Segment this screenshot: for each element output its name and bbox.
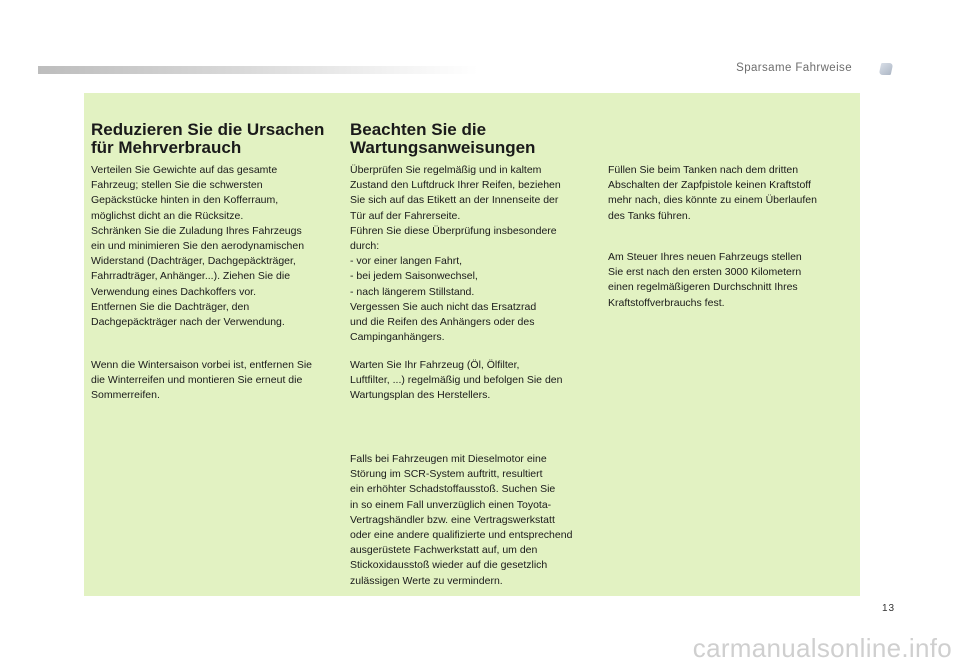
paragraph-new-vehicle: Am Steuer Ihres neuen Fahrzeugs stellen Sie erst nach den ersten 3000 Kilometern einen regelmäßigeren Durchschnitt Ihres Kraftstoffverbrauchs fest. [608, 251, 802, 309]
heading-maintenance: Beachten Sie die Wartungsanweisungen [350, 120, 536, 157]
paragraph-tyre-pressure: Überprüfen Sie regelmäßig und in kaltem Zustand den Luftdruck Ihrer Reifen, beziehen Sie sich auf das Etikett an der Innenseite der Tür auf der Fahrerseite. Führen Sie diese Überprüfung insbesondere durch: - vor einer langen Fahrt, - bei jedem Saisonwechsel, - nach längerem Stillstand. Vergessen Sie auch nicht das Ersatzrad und die Reifen des Anhängers oder des Campinganhängers. [350, 164, 561, 344]
page-number: 13 [882, 603, 896, 614]
content-panel [84, 93, 860, 596]
paragraph-weight-distribution: Verteilen Sie Gewichte auf das gesamte Fahrzeug; stellen Sie die schwersten Gepäckstücke hinten in den Kofferraum, möglichst dicht an die Rücksitze. Schränken Sie die Zuladung Ihres Fahrzeugs ein und minimieren Sie den aerodynamischen Widerstand (Dachträger, Dachgepäckträger, Fahrradträger, Anhänger...). Ziehen Sie die Verwendung eines Dachkoffers vor. Entfernen Sie die Dachträger, den Dachgepäckträger nach der Verwendung. [91, 164, 305, 329]
watermark-text: carmanualsonline.info [692, 633, 952, 663]
heading-reduce-consumption: Reduzieren Sie die Ursachen für Mehrverbrauch [91, 120, 325, 157]
paragraph-scr-system: Falls bei Fahrzeugen mit Dieselmotor eine Störung im SCR-System auftritt, resultiert ein erhöhter Schadstoffausstoß. Suchen Sie in so einem Fall unverzüglich einen Toyota- Vertragshändler bzw. eine Vertragswerkstatt oder eine andere qualifizierte und entsprechend ausgerüstete Fachwerkstatt auf, um den Stickoxidausstoß wieder auf die gesetzlich zulässigen Werte zu vermindern. [350, 453, 573, 587]
corner-tab-icon [879, 63, 894, 75]
paragraph-refuelling: Füllen Sie beim Tanken nach dem dritten Abschalten der Zapfpistole keinen Kraftstoff mehr nach, dies könnte zu einem Überlaufen des Tanks führen. [608, 164, 817, 222]
paragraph-service-plan: Warten Sie Ihr Fahrzeug (Öl, Ölfilter, Luftfilter, ...) regelmäßig und befolgen Sie den Wartungsplan des Herstellers. [350, 359, 563, 402]
paragraph-winter-tyres: Wenn die Wintersaison vorbei ist, entfernen Sie die Winterreifen und montieren Sie erneut die Sommerreifen. [91, 359, 313, 402]
section-title: Sparsame Fahrweise [736, 62, 852, 74]
header-gradient-bar [38, 66, 478, 74]
